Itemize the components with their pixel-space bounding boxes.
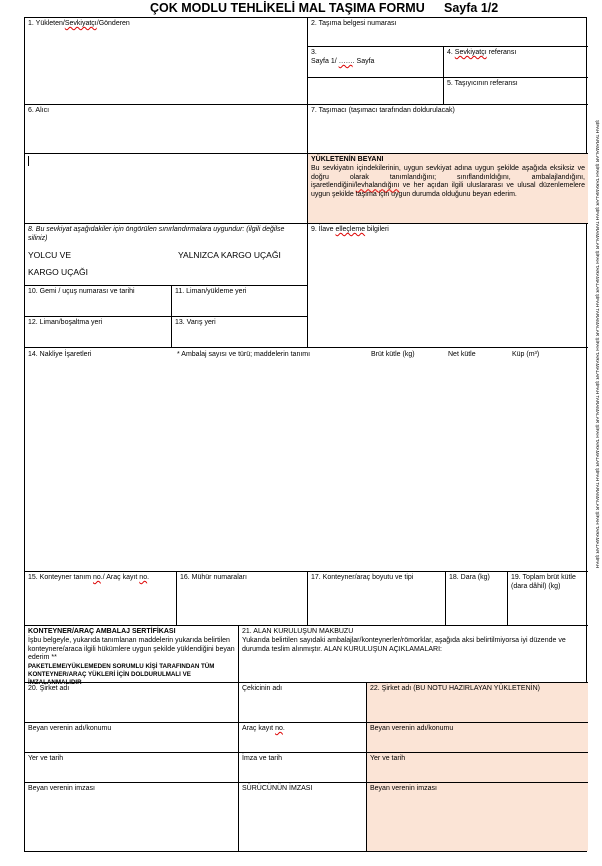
declarant-name-right[interactable] bbox=[366, 723, 588, 753]
declarant-name-left-label: Beyan verenin adı/konumu bbox=[28, 725, 112, 732]
field-2-label: 2. Taşıma belgesi numarası bbox=[311, 20, 397, 27]
field-8-label: 8. Bu sevkiyat aşağıdakiler için öngörülen sınırlandırmalara uygundur: (ilgili değilse siliniz) bbox=[28, 226, 285, 242]
field-10-vessel[interactable] bbox=[25, 286, 172, 317]
field-15-label-b: no bbox=[92, 574, 101, 581]
field-7-label: 7. Taşımacı (taşımacı tarafından doldurulacak) bbox=[311, 107, 455, 114]
field-21-receipt bbox=[239, 626, 588, 683]
field-15-label-c: ./ Araç kayıt bbox=[100, 574, 140, 581]
goods-description-header: * Ambalaj sayısı ve türü; maddelerin tanımı bbox=[177, 351, 311, 358]
field-17-label: 17. Konteyner/araç boyutu ve tipi bbox=[311, 574, 414, 581]
place-date-right[interactable] bbox=[366, 753, 588, 783]
field-9-label-c: bilgileri bbox=[365, 226, 389, 233]
signature-right-label: Beyan verenin imzası bbox=[370, 785, 437, 792]
option-passenger-cargo-line2: KARGO UÇAĞI bbox=[28, 267, 88, 277]
declarant-name-right-label: Beyan verenin adı/konumu bbox=[370, 725, 454, 732]
declaration-title: YÜKLETENİN BEYANI bbox=[311, 156, 384, 163]
field-22-label: 22. Şirket adı (BU NOTU HAZIRLAYAN YÜKLETENİN) bbox=[370, 685, 540, 692]
page-indicator: Sayfa 1/2 bbox=[444, 1, 499, 15]
field-6-label: 6. Alıcı bbox=[28, 107, 50, 114]
field-9-label-a: 9. İlave bbox=[311, 226, 336, 233]
haulier-name[interactable] bbox=[239, 683, 366, 723]
field-8-restrictions[interactable] bbox=[25, 224, 308, 286]
field-15-label-a: 15. Konteyner tanım bbox=[28, 574, 93, 581]
field-19-label: 19. Toplam brüt kütle (dara dâhil) (kg) bbox=[511, 574, 576, 590]
declarant-name-left[interactable] bbox=[25, 723, 239, 753]
net-mass-header: Net kütle bbox=[448, 351, 476, 358]
vehicle-reg-label-a: Araç kayıt bbox=[242, 725, 276, 732]
field-16-seal[interactable] bbox=[177, 572, 308, 626]
gross-mass-header: Brüt kütle (kg) bbox=[371, 351, 415, 358]
declaration-text-a: Bu sevkiyatın içindekilerinin, uygun sevkiyat adına uygun şekilde aşağıda eksiksiz ve doğru olarak tanımlandığını; sınıflandırıldığını, ambalajlandığını, işaretlendiğini/ bbox=[311, 164, 585, 190]
field-14-label: 14. Nakliye İşaretleri bbox=[28, 351, 92, 358]
field-20-company[interactable] bbox=[25, 683, 239, 723]
field-6-continued[interactable] bbox=[25, 154, 308, 224]
field-1-shipper[interactable] bbox=[25, 18, 308, 105]
field-7-haulier[interactable] bbox=[308, 105, 588, 154]
signature-right[interactable] bbox=[366, 783, 588, 851]
field-13-destination[interactable] bbox=[172, 317, 308, 348]
certificate-text: İşbu belgeyle, yukarıda tanımlanan maddelerin yukarıda belirtilen konteynere/araca ilgili hükümlere uygun şekilde yüklendiğini beyan ederim ** bbox=[28, 636, 235, 662]
field-20-label: 20. Şirket adı bbox=[28, 685, 70, 692]
form-title: ÇOK MODLU TEHLİKELİ MAL TAŞIMA FORMU bbox=[150, 1, 425, 15]
field-4-label-c: referansı bbox=[486, 49, 517, 56]
field-11-label: 11. Liman/yükleme yeri bbox=[175, 288, 247, 295]
field-21-text: Yukarıda belirtilen sayıdaki ambalajlar/konteynerler/römorklar, aşağıda aksi belirtilmiyorsa iyi düzende ve durumda teslim alınmıştır. ALAN KURULUŞUN AÇIKLAMALARI: bbox=[242, 636, 566, 653]
field-6-consignee[interactable] bbox=[25, 105, 308, 154]
field-4-label-b: Sevkiyatçı bbox=[454, 49, 487, 56]
place-date-right-label: Yer ve tarih bbox=[370, 755, 406, 762]
driver-signature-label: SÜRÜCÜNÜN İMZASI bbox=[242, 785, 313, 792]
field-9-handling[interactable] bbox=[308, 224, 588, 348]
field-3-number: 3. bbox=[311, 49, 317, 56]
field-5-carrier-ref[interactable] bbox=[444, 78, 588, 105]
field-1-label-a: 1. Yükleten/ bbox=[28, 20, 65, 27]
field-12-label: 12. Liman/boşaltma yeri bbox=[28, 319, 103, 326]
field-1-label-b: Sevkiyatçı bbox=[64, 20, 97, 27]
vehicle-reg[interactable] bbox=[239, 723, 366, 753]
form-grid bbox=[24, 17, 587, 852]
signature-left[interactable] bbox=[25, 783, 239, 851]
option-cargo-only[interactable]: YALNIZCA KARGO UÇAĞI bbox=[178, 250, 281, 260]
text-cursor bbox=[28, 156, 29, 166]
field-3-label-c: . Sayfa bbox=[352, 57, 375, 65]
certificate-note: PAKETLEME/YÜKLEMEDEN SORUMLU KİŞİ TARAFINDAN TÜM KONTEYNER/ARAÇ YÜKLERİ İÇİN DOLDURULMALI VE İMZALANMALIDIR bbox=[28, 663, 215, 686]
option-passenger-cargo[interactable]: YOLCU VE bbox=[28, 250, 71, 260]
field-3-dots: …… bbox=[338, 57, 353, 65]
declaration-text-b: levhalandığını bbox=[355, 182, 400, 190]
packing-certificate bbox=[25, 626, 239, 686]
form-title-bar bbox=[0, 1, 602, 17]
signature-date-label: İmza ve tarih bbox=[242, 755, 283, 762]
field-12-port-discharge[interactable] bbox=[25, 317, 172, 348]
field-3-page[interactable] bbox=[308, 47, 444, 78]
field-4-shipper-ref[interactable] bbox=[444, 47, 588, 78]
field-16-label: 16. Mühür numaraları bbox=[180, 574, 247, 581]
field-1-label-c: /Gönderen bbox=[96, 20, 130, 27]
field-5-label: 5. Taşıyıcının referansı bbox=[447, 80, 518, 87]
field-19-total-gross[interactable] bbox=[508, 572, 588, 626]
field-10-label: 10. Gemi / uçuş numarası ve tarihi bbox=[28, 288, 135, 295]
right-margin-note: ŞİFAH TARAMALAR ŞİFAH TARAMALAR ŞİFAH TARAMALAR ŞİFAH TARAMALAR ŞİFAH TARAMALAR ŞİFAH TARAMALAR ŞİFAH TARAMALAR ŞİFAH TARAMALAR ŞİFAH TARAMALAR ŞİFAH TARAMALAR ŞİFAH bbox=[595, 120, 600, 569]
haulier-name-label: Çekicinin adı bbox=[242, 685, 283, 692]
field-18-tare[interactable] bbox=[446, 572, 508, 626]
field-9-label-b: elleçleme bbox=[335, 226, 366, 233]
field-22-company[interactable] bbox=[366, 683, 588, 723]
declaration-text-c: ve her açıdan ilgili uluslararası ve ulusal düzenlemelere uygun şekilde taşıma için uygun durumda olduğunu beyan ederim. bbox=[311, 182, 585, 198]
field-21-title: 21. ALAN KURULUŞUN MAKBUZU bbox=[242, 628, 354, 635]
signature-left-label: Beyan verenin imzası bbox=[28, 785, 95, 792]
field-3-blank bbox=[308, 78, 444, 105]
certificate-title: KONTEYNER/ARAÇ AMBALAJ SERTİFİKASI bbox=[28, 628, 176, 635]
field-13-label: 13. Varış yeri bbox=[175, 319, 216, 326]
field-17-container-size[interactable] bbox=[308, 572, 446, 626]
field-2-transport-doc[interactable] bbox=[308, 18, 588, 47]
driver-signature[interactable] bbox=[239, 783, 366, 851]
place-date-left[interactable] bbox=[25, 753, 239, 783]
field-15-label-e: . bbox=[147, 574, 150, 581]
shipper-declaration bbox=[308, 154, 588, 224]
vehicle-reg-label-c: . bbox=[282, 725, 285, 732]
field-15-label-d: no bbox=[139, 574, 148, 581]
field-15-container-id[interactable] bbox=[25, 572, 177, 626]
field-11-port-loading[interactable] bbox=[172, 286, 308, 317]
vehicle-reg-label-b: no bbox=[275, 725, 283, 732]
signature-date[interactable] bbox=[239, 753, 366, 783]
cube-header: Küp (m³) bbox=[512, 351, 540, 358]
field-18-label: 18. Dara (kg) bbox=[449, 574, 490, 581]
field-14-goods[interactable] bbox=[25, 348, 588, 572]
place-date-left-label: Yer ve tarih bbox=[28, 755, 64, 762]
field-4-label-a: 4. bbox=[447, 49, 455, 56]
field-3-label-a: Sayfa 1/ bbox=[311, 57, 339, 65]
